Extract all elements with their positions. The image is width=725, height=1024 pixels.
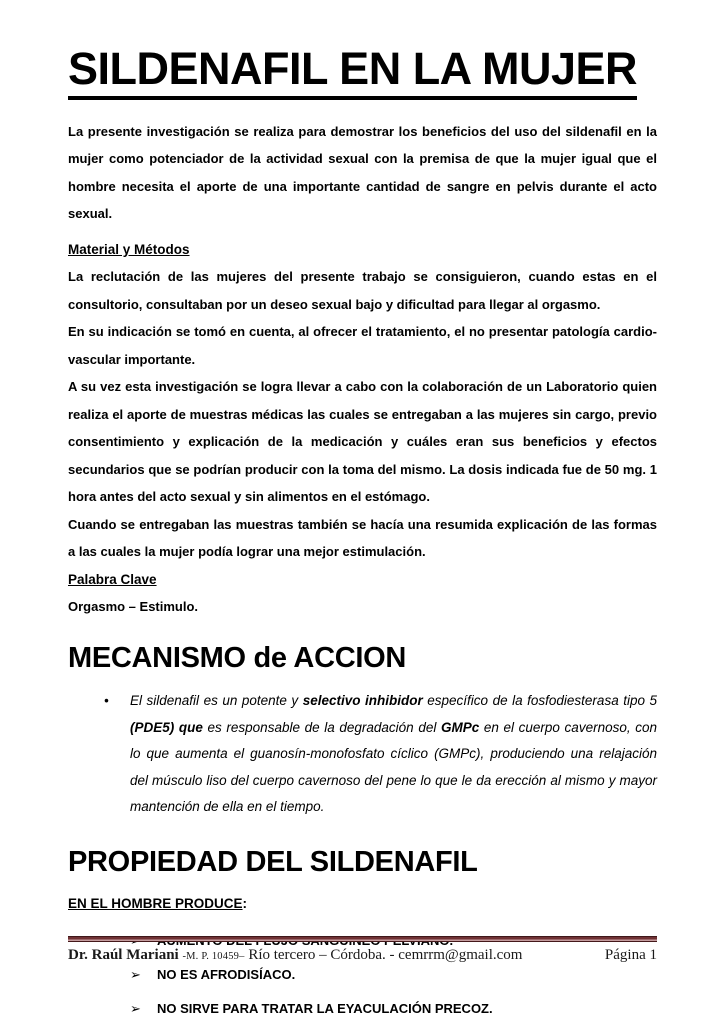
- mechanism-segment-bold: (PDE5) que: [130, 719, 203, 735]
- footer-doctor-name: Dr. Raúl Mariani: [68, 947, 183, 963]
- mechanism-segment: es responsable de la degradación del: [202, 719, 441, 735]
- mechanism-heading: MECANISMO de ACCION: [68, 641, 407, 674]
- mechanism-segment: El sildenafil es un potente y: [130, 693, 303, 709]
- material-methods-heading: Material y Métodos: [68, 241, 190, 257]
- properties-subheading: [68, 894, 657, 914]
- footer-registration-number: -M. P. 10459–: [182, 951, 245, 962]
- footer-location-email: Río tercero – Córdoba. - cemrrm@gmail.com: [244, 947, 523, 963]
- intro-paragraph: La presente investigación se realiza para demostrar los beneficios del uso del sildenafil en la mujer como potenciador de la actividad sexual con la premisa de que la mujer igual que el hombre necesita el aporte de una importante cantidad de sangre en pelvis durante el acto sexual.: [68, 123, 657, 222]
- mechanism-bullet-item: [68, 688, 657, 821]
- footer-page-number: Página 1: [604, 947, 657, 963]
- material-paragraph-2: En su indicación se tomó en cuenta, al ofrecer el tratamiento, el no presentar patología cardio-vascular importante.: [68, 324, 657, 367]
- keywords-text: Orgasmo – Estimulo.: [68, 599, 199, 615]
- list-item: [130, 999, 657, 1018]
- footer-author-info: [68, 947, 522, 964]
- mechanism-segment-bold: selectivo inhibidor: [302, 693, 423, 709]
- keywords-heading: Palabra Clave: [68, 571, 157, 587]
- mechanism-segment: en el cuerpo cavernoso, con lo que aumenta el guanosín-monofosfato cíclico (GMPc), produciendo una relajación del músculo liso del cuerpo cavernoso del pene lo que le da erección al mismo y mayor mantención de ella en el tiempo.: [130, 719, 657, 815]
- properties-heading: PROPIEDAD DEL SILDENAFIL: [68, 845, 478, 878]
- material-paragraph-3: A su vez esta investigación se logra llevar a cabo con la colaboración de un Laboratorio quien realiza el aporte de muestras médicas las cuales se entregaban a las mujeres sin cargo, previo consentimiento y explicación de la medicación y cuáles eran sus beneficios y efectos secundarios que se podrían producir con la toma del mismo. La dosis indicada fue de 50 mg. 1 hora antes del acto sexual y sin alimentos en el estómago.: [68, 379, 657, 505]
- page-footer: [68, 936, 657, 964]
- list-item: [130, 965, 657, 984]
- properties-subheading-colon: :: [242, 896, 248, 912]
- list-item-text: NO SIRVE PARA TRATAR LA EYACULACIÓN PRECOZ.: [157, 1001, 493, 1017]
- material-paragraph-1: La reclutación de las mujeres del presente trabajo se consiguieron, cuando estas en el consultorio, consultaban por un deseo sexual bajo y dificultad para llegar al orgasmo.: [68, 269, 657, 312]
- document-title: SILDENAFIL EN LA MUJER: [68, 46, 637, 100]
- mechanism-paragraph: [130, 688, 657, 821]
- list-item-text: NO ES AFRODISÍACO.: [157, 967, 296, 983]
- mechanism-segment-bold: GMPc: [440, 719, 480, 735]
- arrowhead-bullet-icon: ➢: [130, 967, 141, 983]
- material-paragraph-4: Cuando se entregaban las muestras también se hacía una resumida explicación de las formas a las cuales la mujer podía lograr una mejor estimulación.: [68, 516, 657, 560]
- footer-divider-rule: [68, 936, 657, 942]
- arrowhead-bullet-icon: ➢: [130, 1001, 141, 1017]
- footer-text-row: [68, 947, 657, 964]
- properties-subheading-text: EN EL HOMBRE PRODUCE: [68, 896, 243, 912]
- mechanism-segment: específico de la fosfodiesterasa tipo 5: [422, 693, 658, 709]
- bullet-dot-icon: •: [104, 693, 109, 709]
